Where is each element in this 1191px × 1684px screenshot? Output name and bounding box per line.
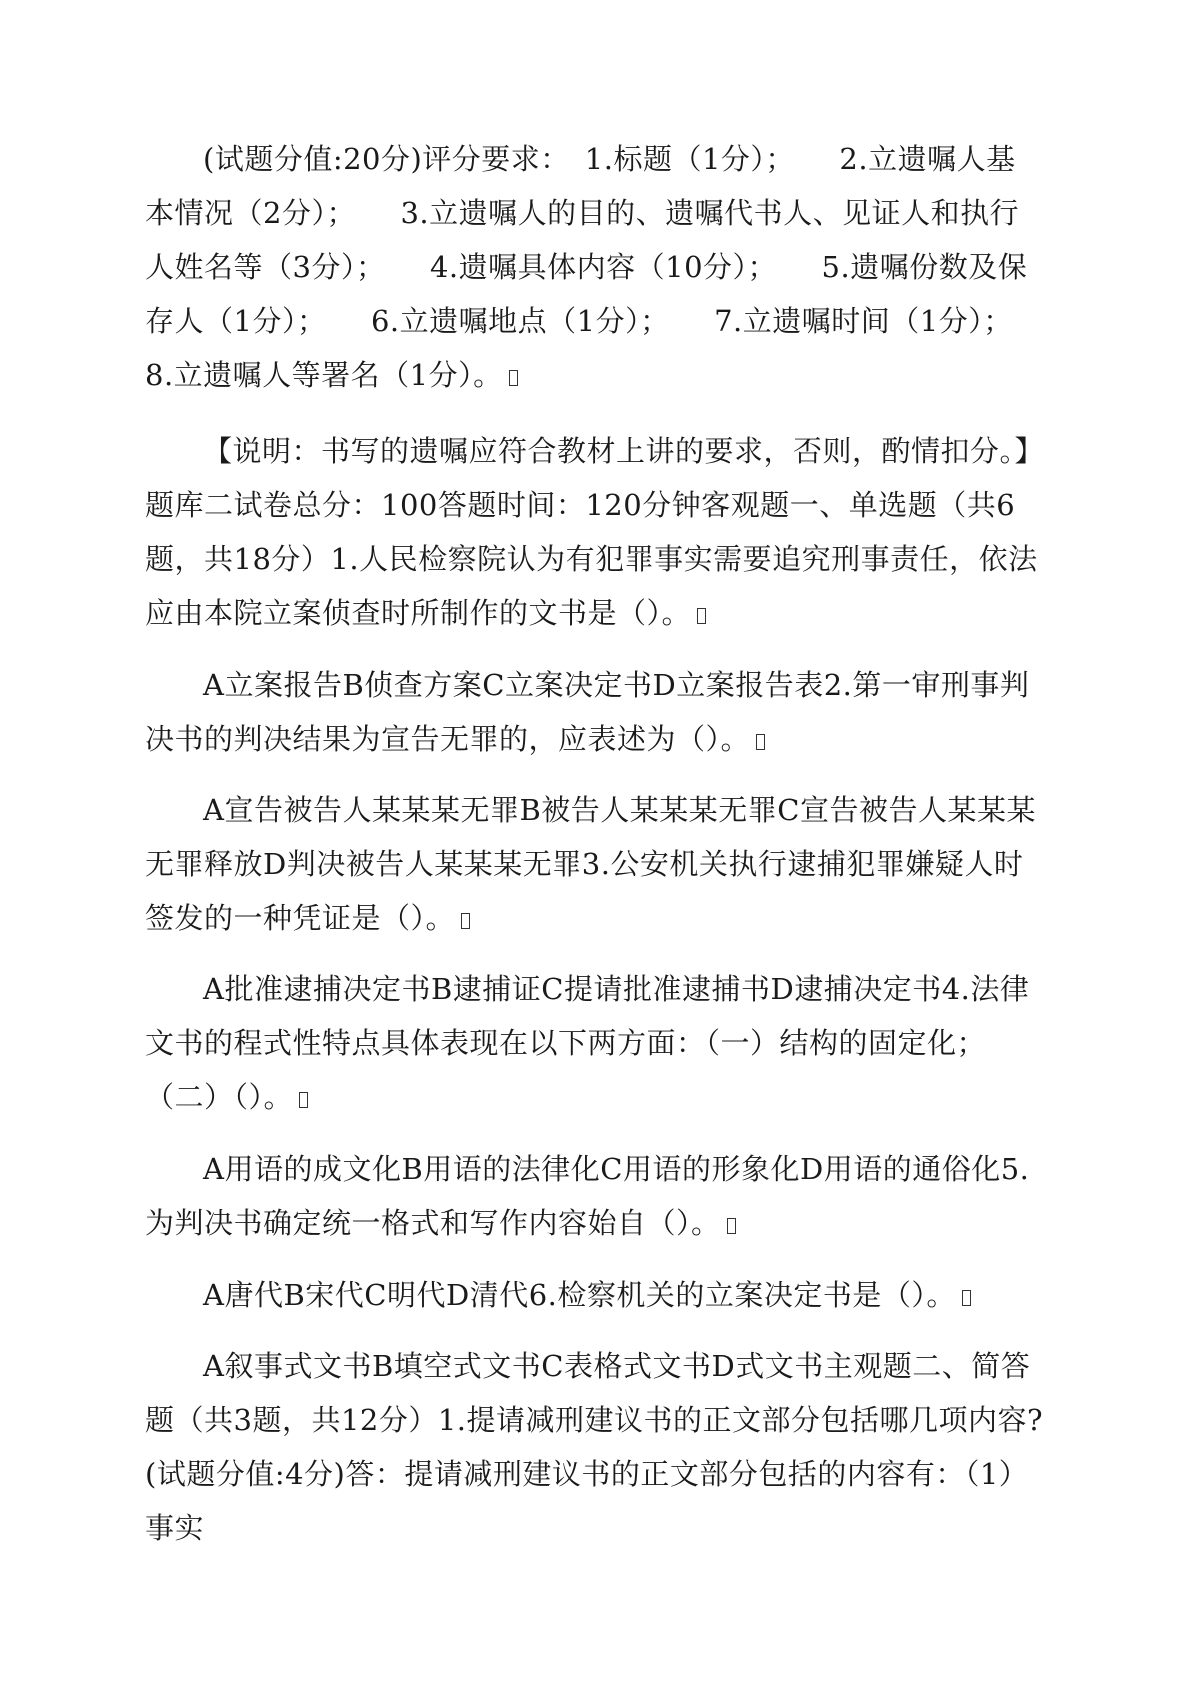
paragraph-scoring-requirements (145, 132, 1058, 402)
paragraph-text: A批准逮捕决定书B逮捕证C提请批准逮捕书D逮捕决定书4.法律文书的程式性特点具体表现在以下两方面：（一）结构的固定化； （二）（）。 (145, 972, 1030, 1114)
paragraph-text: A立案报告B侦查方案C立案决定书D立案报告表2.第一审刑事判决书的判决结果为宣告无罪的，应表述为（）。 (145, 668, 1030, 756)
paragraph-end-mark-icon (509, 370, 518, 386)
paragraph-end-mark-icon (299, 1092, 308, 1108)
paragraph-text: (试题分值:20分)评分要求： 1.标题（1分）； 2.立遗嘱人基本情况（2分）； 3.立遗嘱人的目的、遗嘱代书人、见证人和执行人姓名等（3分）； 4.遗嘱具体内容（10分）； 5.遗嘱份数及保存人（1分）； 6.立遗嘱地点（1分）； 7.立遗嘱时间（1分）； 8.立遗嘱人等署名（1分）。 (145, 142, 1058, 392)
paragraph-text: 【说明：书写的遗嘱应符合教材上讲的要求，否则，酌情扣分。】题库二试卷总分：100答题时间：120分钟客观题一、单选题（共6题，共18分）1.人民检察院认为有犯罪事实需要追究刑事责任，依法应由本院立案侦查时所制作的文书是（）。 (145, 434, 1045, 630)
paragraph-question-6 (145, 1268, 1045, 1322)
paragraph-text: A用语的成文化B用语的法律化C用语的形象化D用语的通俗化5.为判决书确定统一格式和写作内容始自（）。 (145, 1152, 1030, 1240)
paragraph-question-3 (145, 783, 1045, 945)
paragraph-end-mark-icon (727, 1218, 736, 1234)
paragraph-note-and-question-1 (145, 424, 1045, 640)
paragraph-end-mark-icon (461, 913, 470, 929)
paragraph-end-mark-icon (756, 734, 765, 750)
paragraph-question-5 (145, 1142, 1045, 1250)
paragraph-short-answer-section (145, 1339, 1045, 1555)
paragraph-end-mark-icon (962, 1290, 971, 1306)
paragraph-text: A叙事式文书B填空式文书C表格式文书D式文书主观题二、简答题（共3题，共12分）1.提请减刑建议书的正文部分包括哪几项内容?(试题分值:4分)答：提请减刑建议书的正文部分包括的内容有：（1）事实 (145, 1349, 1044, 1545)
paragraph-question-4 (145, 962, 1045, 1124)
paragraph-text: A宣告被告人某某某无罪B被告人某某某无罪C宣告被告人某某某无罪释放D判决被告人某某某无罪3.公安机关执行逮捕犯罪嫌疑人时签发的一种凭证是（）。 (145, 793, 1036, 935)
paragraph-text: A唐代B宋代C明代D清代6.检察机关的立案决定书是（）。 (203, 1278, 956, 1312)
paragraph-question-2 (145, 658, 1045, 766)
paragraph-end-mark-icon (697, 608, 706, 624)
